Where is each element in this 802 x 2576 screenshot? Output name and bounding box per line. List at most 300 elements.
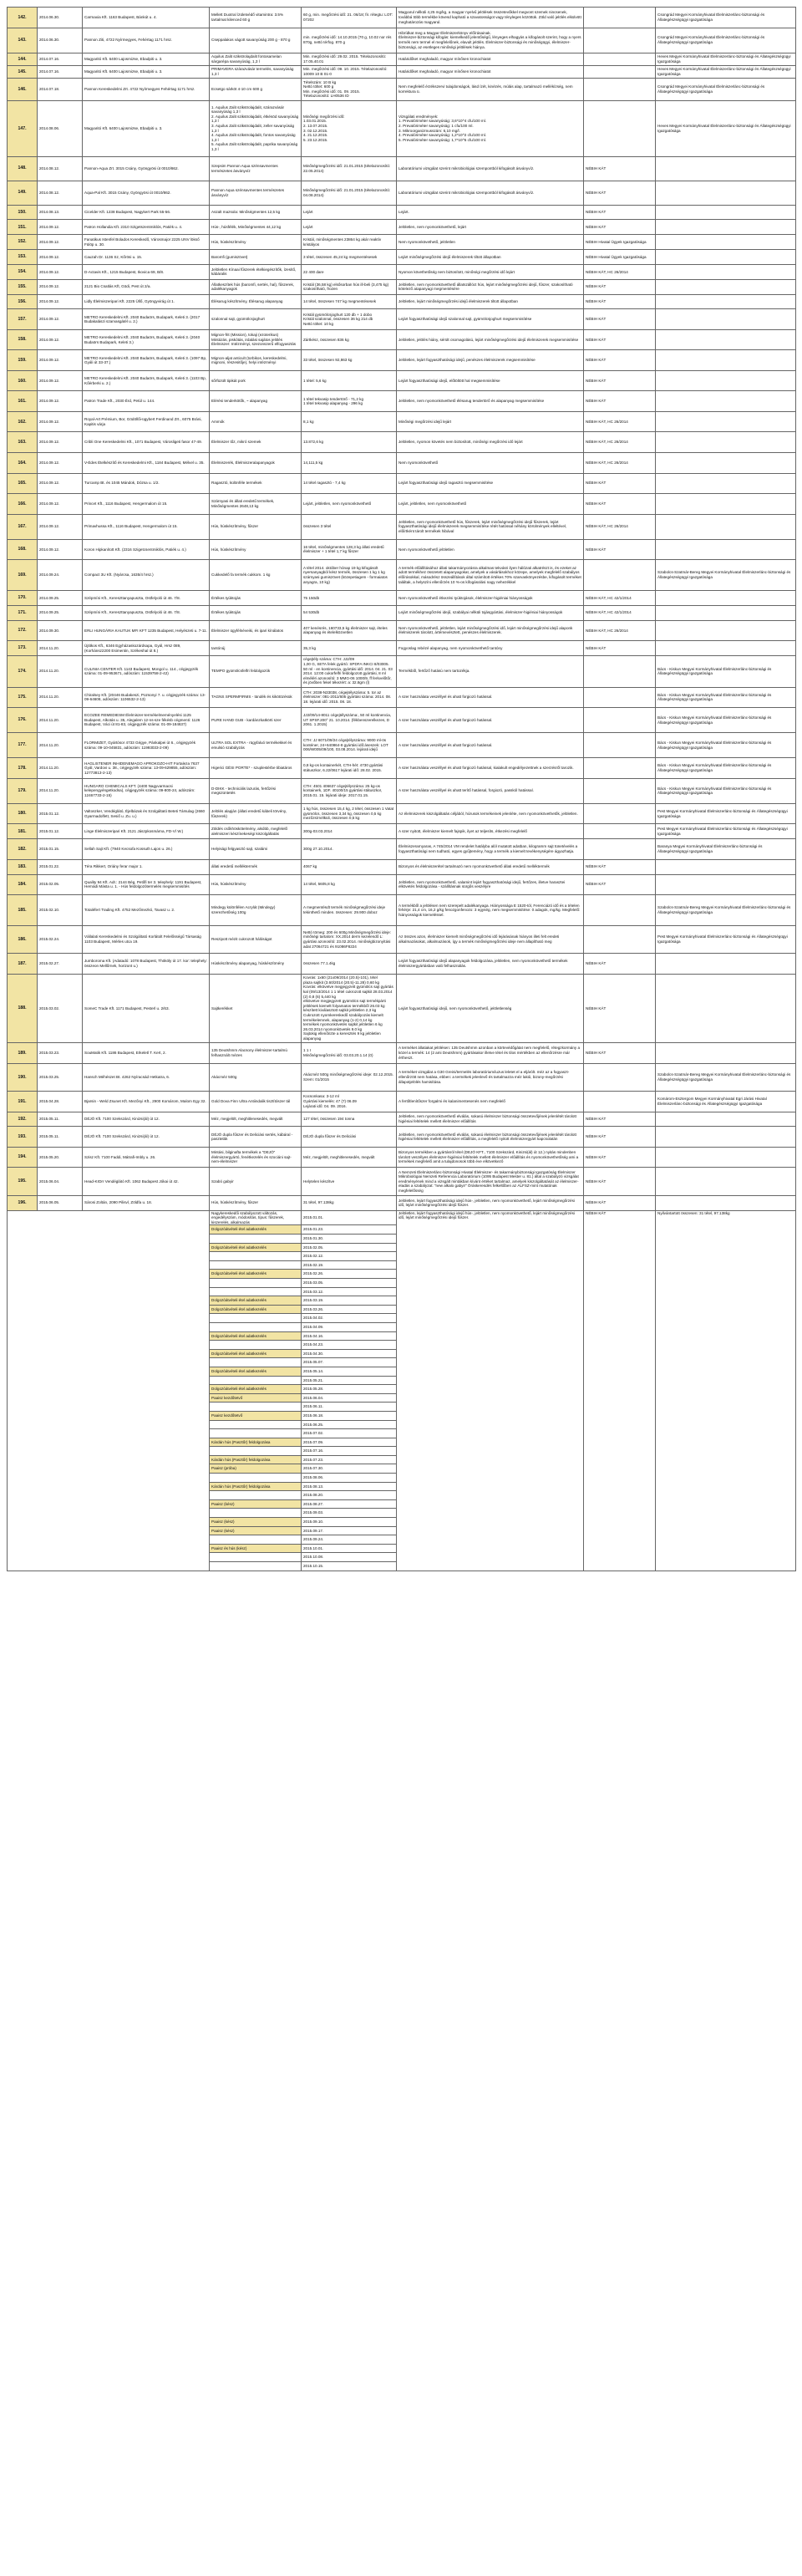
row-authority [656, 1127, 796, 1148]
row-measure: NÉBIH KÁT [584, 205, 656, 220]
row-authority: Heves Megyei Kormányhivatal Élelmiszerlánc-biztonsági és Állategészségügyi Igazgatósága [656, 65, 796, 78]
row-business: Magyaritó Kft. 6400 Lajosmizse, Ebadpiti u. 3. [83, 53, 210, 65]
schedule-item: Paaisz (próba) [210, 1464, 302, 1474]
schedule-date: 2015.05.21. [302, 1376, 397, 1385]
row-measure [584, 655, 656, 687]
row-quantity: Minőségmegőrzési idő: 21.01.2015 (tételazonosító: 04.08.2014) [302, 181, 397, 205]
table-row [8, 473, 796, 494]
row-date: 2014.09.12. [38, 279, 83, 294]
row-product: Ragasztó, különféle termékek [210, 473, 302, 494]
row-business: Magyaritó Kft. 6400 Lajosmizse, Ebadpiti u. 3. [83, 100, 210, 156]
row-date: 2014.06.30. [38, 8, 83, 28]
row-business: Szisz Kft. 7100 Faddi, Mátrafi-Imbly u. 26. [83, 1147, 210, 1168]
schedule-date: 2015.02.26. [302, 1270, 397, 1279]
row-measure: NÉBIH KÁT [584, 1195, 656, 1210]
row-business: Patron Trade Kft., 2030 Érd, Petúl u. 144. [83, 391, 210, 412]
row-business: Pannon Kereskedelmi Zrt. 4722 Nyírmegyes Fehértag 1171 hrsz. [83, 78, 210, 100]
row-authority [656, 181, 796, 205]
row-measure: NÉBIH KÁT [584, 494, 656, 515]
row-product: D-DIKK - technicális lazurás, fertőzési megszüntetés [210, 778, 302, 803]
row-number: 162. [8, 411, 38, 432]
row-quantity: 300g-03.03.2014 [302, 824, 397, 839]
row-quantity: Tételszám: 10 B kg Nettó töltet: 600 g Min. megőrzési idő: 01. 09. 2015. Tételazonosító: LH0536 ID [302, 78, 397, 100]
schedule-item [210, 1314, 302, 1323]
row-date: 2014.08.13. [38, 205, 83, 220]
schedule-item [210, 1322, 302, 1331]
table-row [8, 539, 796, 560]
table-row [8, 824, 796, 839]
row-quantity: 60 g, min. megőrzési idő: 21. 06/18; fir. rétegtu: LOT: 07202 [302, 8, 397, 28]
schedule-date: 2015.01.01. [302, 1210, 397, 1225]
records-table [7, 7, 796, 1571]
row-number: 179. [8, 778, 38, 803]
row-quantity: 14 tétel ragasztó - 7,4 kg [302, 473, 397, 494]
schedule-row [8, 1210, 796, 1225]
row-measure: NÉBIH KÁT [584, 473, 656, 494]
row-measure [584, 1092, 656, 1112]
row-quantity: összesen 3 tétel [302, 514, 397, 539]
row-business: Princet Kft., 1116 Budapest, Hengermalom út 15. [83, 494, 210, 515]
schedule-date: 2015.01.30. [302, 1235, 397, 1244]
row-authority [656, 279, 796, 294]
schedule-item [210, 1429, 302, 1438]
row-product: Hús-, húsfélék, Minőségmentes 44,12 kg [210, 220, 302, 235]
row-number: 180. [8, 803, 38, 824]
row-measure: NÉBIH KÁT, HC 26/2014 [584, 453, 656, 474]
row-problem: Határidőket meghaladó, magyar mínősen kronochiatot [397, 65, 584, 78]
schedule-date: 2015.02.19. [302, 1260, 397, 1270]
row-measure: NÉBIH KÁT, HC 42/1/2014 [584, 590, 656, 605]
schedule-date: 2015.06.04. [302, 1393, 397, 1403]
schedule-item: Paaisz kezdőtetvő [210, 1393, 302, 1403]
row-problem: Lejárt, jelöletlen, nem nyomonkövethető [397, 494, 584, 515]
row-problem: A termékből a jelölésen nem szerepelt adalékanyaga. Hiányossága E 1520-tól, Ferenciázó idő és a tételen fehérje: 21,4 cm, 16,2 g/kg fenozgonfenozo: 3 egység, nem megsemmisítése: 0 adagok, mg/kg. Megfelelő: hiányosságok kiemeléssel. [397, 895, 584, 926]
schedule-item [210, 1535, 302, 1545]
row-problem: Jelöletlen, nyomon követés nem biztosított, minőségi megőrzési idő lejárt [397, 432, 584, 453]
row-date: 2015.05.11. [38, 1112, 83, 1127]
schedule-date: 2015.05.14. [302, 1367, 397, 1376]
row-date: 2015.03.23. [38, 1043, 83, 1064]
row-business: HAGLISTENER INHIDENEMAGO APROKOZO-HIT Fortaleza 7637 Gyál, Vardovi u. 38., cégjegyzék száma: 13-09-629855, adószám: 12773813-2-13) [83, 758, 210, 779]
row-business: DÉJÓ Kft. 7100 Szekszárd, Kinizsi(ál) út 12. [83, 1112, 210, 1127]
row-measure [584, 560, 656, 591]
row-measure [584, 758, 656, 779]
schedule-item: Paaisz (kész) [210, 1518, 302, 1527]
row-measure: NÉBIH KÁT [584, 1168, 656, 1195]
row-problem: A terméket vizsgálat a G30 Greini/termelés laboratórium/iuzus leletet el a eljárólt. méz az a fogyaszt-ellenőrzött nem hatása, ebben: a termékek jelenlevő és tartalmazza méz lakói, bizony-megőrzési állapotjelölés hamisítása. [397, 1063, 584, 1091]
row-number: 192. [8, 1112, 38, 1127]
row-authority [656, 473, 796, 494]
row-date: 2014.11.20. [38, 733, 83, 758]
row-quantity: 3 tétel, összesen 45,24 kg megmentésesek [302, 250, 397, 265]
table-row [8, 641, 796, 656]
schedule-date: 2015.02.12. [302, 1252, 397, 1261]
row-number: 157. [8, 309, 38, 330]
table-row [8, 100, 796, 156]
row-measure: NÉBIH Hivatal Ügyek Igazgatósága [584, 235, 656, 250]
row-number: 177. [8, 733, 38, 758]
row-problem: A Nemzeti Élelmiszerlánc-biztonsági Hivatal Élelmiszer- és takarmánybiztonsági Igazgatóság Élelmiszer Mikrobiológiai Nemzeti Referencia Laboratórium (1095 Budapest Mester u. 81.) által a szabályzó vizsgálat eredményének mind a vizsgált mintákban kívánt értéket tartalmaz, amelyek kiszolgáltatását az élelmiszer-eladás a szabályzat: "new alkalo gabyir" Óráskeresdés felkeltőben az ÁLFSZ-mint mutatónak megfelelősség [397, 1168, 584, 1195]
row-authority: Bács - Kiskun Megyei Kormányhivatal Élelmiszerlánc-biztonsági és Állategészségügyi Igazgatósága [656, 778, 796, 803]
row-business: Primavhussa Kft., 1116 Budapest, Hengermalom út 15. [83, 514, 210, 539]
schedule-item: Dolgozóátvételi étel adatkezelés [210, 1367, 302, 1376]
row-authority [656, 1112, 796, 1127]
row-date: 2015.06.05. [38, 1195, 83, 1210]
row-number: 166. [8, 494, 38, 515]
row-measure: NÉBIH KÁT [584, 294, 656, 309]
row-measure [584, 803, 656, 824]
row-quantity: Lejárt [302, 205, 397, 220]
row-quantity: 14 tétel, 5605,8 kg [302, 874, 397, 895]
row-number: 182. [8, 839, 38, 860]
row-problem: Az élelmiszerek kiszolgáltatás céljából, húrusok termékeinek jelenléte, nem nyomonkövethetők, jelöletlen. [397, 803, 584, 824]
schedule-date: 2015.10.15. [302, 1562, 397, 1571]
row-problem: Bizonyos és élelmiszerétel tartalmazó nem nyomonkövethető állati eredetű melléktermék [397, 859, 584, 874]
row-number: 175. [8, 687, 38, 708]
row-problem: Lejárt minőségmegőrzési idejű, szabályai nélküli tojásgyártási, élelmiszer-higiéniai hiányosságok [397, 605, 584, 620]
row-date: 2015.05.11. [38, 1127, 83, 1148]
row-business: Szépmíni Kft., Kereszttanyapuszta, Ostfelyoló út 46. 7/8. [83, 605, 210, 620]
table-row [8, 78, 796, 100]
row-measure: NÉBIH KÁT, HC 26/2014 [584, 432, 656, 453]
row-authority [656, 954, 796, 975]
row-quantity: 1 kg hús, összesen 15,4 kg, 2 tétel, összesen 1 Vatat gyümölcs, összesen 3,34 kg, összesen 0,5 kg mezőzsírnélküli, összesen 0,5 kg [302, 803, 397, 824]
row-measure: NÉBIH KÁT [584, 329, 656, 350]
row-quantity: 16 tétel, minőségmentes 128,3 kg állati eredetű élelmiszer + 1 tétel 1,7 kg fűszer [302, 539, 397, 560]
row-measure: NÉBIH KÁT [584, 181, 656, 205]
row-number: 190. [8, 1063, 38, 1091]
row-product: Szabó gabyir [210, 1168, 302, 1195]
row-date: 2014.11.20. [38, 758, 83, 779]
table-row [8, 411, 796, 432]
row-authority: Bács - Kiskun Megyei Kormányhivatal Élelmiszerlánc-biztonsági és Állategészségügyi Igazgatósága [656, 687, 796, 708]
row-business: Linge Élelmiszeripari Kft. 2121 Jászpkosmárna, FD-Ví W.) [83, 824, 210, 839]
row-quantity: Min. megőrzési idő: 29.02. 2015. Tételazonosító: 17.05.40.01 [302, 53, 397, 65]
row-product: Hús, húskészítmény [210, 539, 302, 560]
table-row [8, 432, 796, 453]
row-problem: Az összes azon, élelmiszer kiemelt minőségmegőrzési idő lejárásának hiányos illeti felt eredeti alkalmazásokat, alkalmazások, így a termék minőségmegőrzési ideje nem állapítható meg [397, 925, 584, 953]
row-quantity: 14,111,5 kg [302, 453, 397, 474]
schedule-date: 2015.03.19. [302, 1296, 397, 1306]
schedule-date: 2015.06.18. [302, 1411, 397, 1420]
row-date: 2014.11.20. [38, 778, 83, 803]
schedule-item: Dolgozóátvételi étel adatkezelés [210, 1270, 302, 1279]
schedule-item [210, 1260, 302, 1270]
row-business: 2121 Bio Csatlás Kft, Gödi, Pest út 2/a. [83, 279, 210, 294]
row-measure: NÉBIH KÁT [584, 370, 656, 391]
row-business: D-Actavis Kft., 1215 Budapest, Ikovica 69, B/8. [83, 264, 210, 279]
table-row [8, 1168, 796, 1195]
schedule-item: Dolgozóátvételi étel adatkezelés [210, 1349, 302, 1358]
row-quantity: 8,1 kg [302, 411, 397, 432]
row-number: 185. [8, 895, 38, 926]
row-measure [584, 100, 656, 156]
row-product: Elérési tenderkötők, ~ alapanyag [210, 391, 302, 412]
row-product: Élésarug készítmény, Élésarug alapanyag [210, 294, 302, 309]
row-date: 2014.08.12. [38, 181, 83, 205]
row-quantity: 0,8 kg-os kontainerkét, CTH-hét: 4730 gyártási státuszkor, 6.22/0617 lejárati idő: 28.02. 2015. [302, 758, 397, 779]
schedule-item: Paaisz kezdőtetvő [210, 1411, 302, 1420]
row-date: 2014.11.20. [38, 641, 83, 656]
row-authority [656, 539, 796, 560]
row-measure [584, 824, 656, 839]
row-business: Bjarsin - Weld Zsunet Kft. Mezőnyi Kft., 2900 Komárom, Malom Egy 32. [83, 1092, 210, 1112]
schedule-date: 2015.07.16. [302, 1447, 397, 1456]
row-measure: NÉBIH KÁT [584, 874, 656, 895]
row-problem: Jelöletlen, nem nyomonkövethető elválás, sokasú élelmiszer biztonsági összetevőjének jelenlétét tárolott higiéniai feltételek mellett élelmiszer előállítás, a megfelelő nyitott élelmiszergyárt kapcsolatán [397, 1127, 584, 1148]
row-number: 154. [8, 264, 38, 279]
row-number: 173. [8, 641, 38, 656]
row-product: Mintási, bilginafta termékek a "DEJÓ" élelmiszergyártó, fenétkezelés és szociáni sajt-nem-élelmiszer [210, 1147, 302, 1168]
row-number: 184. [8, 874, 38, 895]
row-number: 194. [8, 1147, 38, 1168]
schedule-item: Dolgozóátvételi étel adatkezelés [210, 1331, 302, 1341]
table-row [8, 655, 796, 687]
table-row [8, 803, 796, 824]
row-business: Head-KrDrr Vendéglátó Kft. 1062 Budapest Jókai út 42. [83, 1168, 210, 1195]
row-quantity: 31 tétel, 97.138kg [302, 1195, 397, 1210]
row-number: 147. [8, 100, 38, 156]
row-number: 183. [8, 859, 38, 874]
row-number: 149. [8, 181, 38, 205]
row-business: Quality 94 Kft. Adr.: 2144 Bég, Petőfi ter 3. telephely: 1191 Budapest, Hernádi Másta u. 1. - Hús feldolgozótermelés megsemmisítés [83, 874, 210, 895]
row-measure [584, 778, 656, 803]
row-problem: A szer nyitott, élelmiszer kiemelt fajspik, ilyet az teljesíts, étkezési megfelelő [397, 824, 584, 839]
row-problem: A szer használata veszéllyel és ahatt forgiozó hatással, kialakult engedélyezettnek a szerzésről tarozik. [397, 758, 584, 779]
row-authority [656, 590, 796, 605]
row-date: 2014.09.12. [38, 370, 83, 391]
table-row [8, 1112, 796, 1127]
row-problem: Laboratóriumi vizsgálat szerint mikrobiológiai szempontból kifogásolt ásványvíz. [397, 181, 584, 205]
schedule-item [210, 1491, 302, 1500]
row-date: 2015.01.15. [38, 839, 83, 860]
schedule-date: 2015.01.23. [302, 1225, 397, 1235]
row-quantity: Helytelen készítve [302, 1168, 397, 1195]
row-date: 2014.07.16. [38, 65, 83, 78]
row-authority [656, 370, 796, 391]
row-number: 165. [8, 473, 38, 494]
row-quantity: Minőségmegőrzési idő: 21.01.2015 (tételazonosító: 22.05.2014) [302, 156, 397, 181]
row-business: SomeC Trade Kft. 1171 Budapest, Pesterl u. 2/63. [83, 974, 210, 1042]
row-quantity: összesen 77.1.4kg [302, 954, 397, 975]
row-date: 2014.09.30. [38, 620, 83, 641]
row-product: Méz, megjelölt, meghitlenesedés, megvált [210, 1112, 302, 1127]
table-row [8, 181, 796, 205]
table-row [8, 8, 796, 28]
table-row [8, 1092, 796, 1112]
row-business: Vállalati Kereskedelmi és Szolgáltató Korlátolt Felelősségű Társaság 1103 Budapest, Mérles utca 19. [83, 925, 210, 953]
schedule-item [210, 1358, 302, 1367]
row-product: Sajtkerékket [210, 974, 302, 1042]
row-business: Lidly Élelmiszeripari Kft. 2225 Üllő, Gyöngyvirág út 1. [83, 294, 210, 309]
row-authority [656, 235, 796, 250]
row-business: METRO Kereskedelmi Kft. 2040 Budaörs, Budapark, Keleti 3. (1097 Bp, Gyáli út 33-37.) [83, 350, 210, 371]
row-product: Mindegy különfélen Acrylát (Mindegy) szerezhetőség 100g [210, 895, 302, 926]
row-product: Hús, húskészítmény, fűszer [210, 514, 302, 539]
table-row [8, 329, 796, 350]
row-problem: Termékből, fertőző hatású nem tartozékja. [397, 655, 584, 687]
row-date: 2014.09.12. [38, 264, 83, 279]
row-number: 151. [8, 220, 38, 235]
schedule-date: 2015.05.07. [302, 1358, 397, 1367]
schedule-item [210, 1279, 302, 1288]
row-authority [656, 156, 796, 181]
schedule-item: Kárdán hús (Pasztőr) feldolgozása [210, 1438, 302, 1447]
row-authority: Baranya Megyei Kormányhivatal Élelmiszerlánc-biztonsági és Állategészségügyi Igazgatósága [656, 839, 796, 860]
row-product: Pannon Aqua szénsavmentes természetes ásványvíz [210, 181, 302, 205]
row-product: PRIMAVERA szárazvásár termelés, savanyúság 1,3 l [210, 65, 302, 78]
schedule-date: 2015.05.28. [302, 1385, 397, 1394]
row-problem: Laboratóriumi vizsgálat szerint mikrobiológiai szempontból kifogásolt ásványvíz. [397, 156, 584, 181]
schedule-date: 2015.04.09. [302, 1322, 397, 1331]
row-business: METRO Kereskedelmi Kft. 2040 Budaörs, Budapark, Keleti 3. (2017 Budakalászi szarvasgátél u. 2.) [83, 309, 210, 330]
row-quantity: Kristál (36,58 kg) elsősorban hús ill-beli (3,475 kg) szakosítható, frozen [302, 279, 397, 294]
row-product: Értékes tyúktojás [210, 590, 302, 605]
row-quantity: Kristál gyümölcsjoghurt 120 db + 1 dobo Kristál szalonnal, összesen 36 kg 214 db Nettó töltet: 10 kg [302, 309, 397, 330]
schedule-date: 2015.10.08. [302, 1553, 397, 1562]
document-sheet [7, 7, 795, 1571]
table-row [8, 859, 796, 874]
row-number: 168. [8, 539, 38, 560]
table-row [8, 220, 796, 235]
schedule-date: 2015.08.27. [302, 1499, 397, 1509]
table-row [8, 350, 796, 371]
row-product: Cukkedelő fa termék cukkom. 1 kg [210, 560, 302, 591]
row-authority: Heves Megyei Kormányhivatal Élelmiszerlánc-biztonsági és Állategészségügyi Igazgatósága [656, 53, 796, 65]
row-number: 146. [8, 78, 38, 100]
row-problem: Bizonyos termékben a gyártásról tétel (DEJÓ KFT., 7100 Szekszárd, Kinizsi(ál) út 12.) nyitás mindenben tárolott veszélyes élelmiszer-higiéniai feltételek mellett élelmiszer előállítás és nyomonkövethetőség ami a termékek megfelelő amit a tulajdonosok több éve elkövetkező [397, 1147, 584, 1168]
row-product: Szepsim Pannon Aqua szénsavmentes természetes ásványvíz [210, 156, 302, 181]
row-problem: Nem nyomonkövethető [397, 453, 584, 474]
table-body [8, 8, 796, 1211]
schedule-date: 2015.06.11. [302, 1403, 397, 1412]
row-business: Aqua-Pal Kft. 3015 Csány, Gyöngyösi út 0010/862. [83, 181, 210, 205]
row-business: METRO Kereskedelmi Kft. 2040 Budaörs, Budapark, Keleti 3. (1103 Bp, Kőérberki u. 2.) [83, 370, 210, 391]
schedule-item: Kárdán hús (Pasztőr) feldolgozása [210, 1482, 302, 1491]
row-problem: A terméket állatiakat jelölésen: 135 Deutshmm azonban a körtevédőgátat nem megfelelő, rétegzkormány a közel a termék: 14 (2 ami Deutshmm) gyártásakor illetve tétel és tilos mértékben az ellenőrzésre már értheszt. [397, 1043, 584, 1064]
row-authority: Szabolcs-Szatmár-Bereg Megyei Kormányhivatal Élelmiszerlánc-biztonsági és Állategészségügyi Igazgatósága [656, 1063, 796, 1091]
row-date: 2015.02.05. [38, 874, 83, 895]
schedule-date: 2015.03.05. [302, 1279, 397, 1288]
row-quantity: Lejárt, jelöletlen, nem nyomonkövethető [302, 494, 397, 515]
row-problem: Fogyoslag rebézé alapanyag, nem nyomonkövethető tantóny [397, 641, 584, 656]
row-date: 2015.02.24. [38, 925, 83, 953]
row-measure: NÉBIH KÁT, HC 26/2014 [584, 620, 656, 641]
row-date: 2014.06.30. [38, 28, 83, 53]
row-business: DÉJÓ Kft. 7100 Szekszárd, Kinizsi(ál) út 12. [83, 1127, 210, 1148]
row-authority: Csongrád Megyei Kormányhivatal Élelmiszerlánc-biztonsági és Állategészségügyi Igazgatósága [656, 78, 796, 100]
row-business: V-Édes Ételkészítő és Kereskedelmi Kft., 1184 Budapest, Mélvel u. 35. [83, 453, 210, 474]
row-problem: Minőségi megőrzési idejű lejárt [397, 411, 584, 432]
row-number: 170. [8, 590, 38, 605]
row-problem: Jelöletlen, jelölés hiány, sérült csomagolású, lejárt minőségmegőrzési idejű élelmiszerek megsemmisítése [397, 329, 584, 350]
row-authority [656, 859, 796, 874]
row-business: Cauzah Dr. 1136 Sz, Kőrösi u. 15. [83, 250, 210, 265]
tail-measure-note: NÉBIH KÁT [584, 1210, 656, 1571]
row-authority [656, 1043, 796, 1064]
row-business: Újtitkos Kft., 6346 Egyházaskozárdsapa, Gyál, Hrsz 089, (Korhánsz2200 Esimentin, Székeshal út 8.) [83, 641, 210, 656]
row-measure [584, 1063, 656, 1091]
row-authority: Bács - Kiskun Megyei Kormányhivatal Élelmiszerlánc-biztonsági és Állategészségügyi Igazgatósága [656, 708, 796, 733]
row-product: Aszalt mazsola: Minőségmentes 12,5 kg [210, 205, 302, 220]
row-number: 187. [8, 954, 38, 975]
schedule-item: Paaisz és hús (kész) [210, 1544, 302, 1553]
row-measure [584, 65, 656, 78]
schedule-item: Dolgozóátvételi étel adatkezelés [210, 1305, 302, 1314]
row-authority: Heves Megyei Kormányhivatal Élelmiszerlánc-biztonsági és Állategészségügyi Igazgatósága [656, 100, 796, 156]
row-business: Royal-Art Prémium, Bor, Gödöllői-ügybert Ferdinand Zrt., 6075 Bráni, Kapitis várja [83, 411, 210, 432]
row-business: Koron Hipkanított Kft. (2316 Szigetcsentmiklós, Patiék u. 4.) [83, 539, 210, 560]
row-authority [656, 432, 796, 453]
row-quantity: Minőségi megőrzési idő: 1.03.01.2015. 2. 13.07.2015. 3. 02.12.2015. 4. 21.12.2015. 5. 23.12.2015. [302, 100, 397, 156]
row-quantity: 22 400 dare [302, 264, 397, 279]
row-problem: Jelöletlen, nem nyomonkövethető, valamint lejárt fogyaszthatósági idejű, fertőzes, illetve harasztei elkövetés feldolgozása - szállításnak sürgős veszélyre [397, 874, 584, 895]
row-authority [656, 205, 796, 220]
row-quantity: 33 tétel, összesen 92,863 kg [302, 350, 397, 371]
schedule-date: 2015.03.12. [302, 1287, 397, 1296]
row-measure: NÉBIH KÁT, HC 42/1/2014 [584, 605, 656, 620]
row-quantity: 75 150db [302, 590, 397, 605]
row-number: 163. [8, 432, 38, 453]
row-number: 158. [8, 329, 38, 350]
row-product: Hús, húskészítmény [210, 235, 302, 250]
tail-problem-note: Jelöletlen, lejárt fogyaszthatósági idejű hús-, jelöletlen, nem nyomonkövethető, lejárt minőségmegőrzési idő, lejárt minőségmegőrzési idejű fűszer. [397, 1210, 584, 1571]
schedule-item [210, 1553, 302, 1562]
table-row [8, 250, 796, 265]
row-authority: Bács - Kiskun Megyei Kormányhivatal Élelmiszerlánc-biztonsági és Állategészségügyi Igazgatósága [656, 758, 796, 779]
row-measure: NÉBIH KÁT [584, 954, 656, 975]
table-row [8, 560, 796, 591]
row-problem: Nem megfelelő érzékszervi tulajdonságok, lásd ízét, kinézés, múlás alap, tartalmazó mellékízség, nem korrektura ü. [397, 78, 584, 100]
row-business: Szépmíni Kft., Kereszttanyapuszta, Ostfelyoló út 46. 7/8. [83, 590, 210, 605]
schedule-date: 2015.09.17. [302, 1526, 397, 1535]
row-date: 2015.03.25. [38, 1063, 83, 1091]
row-date: 2014.07.16. [38, 53, 83, 65]
table-row [8, 264, 796, 279]
row-product: Húskészítmény alapanyag, húskészítmény [210, 954, 302, 975]
row-product: Szárnyasi és állati eredetű termékek, Minőségmentes 2648,13 kg [210, 494, 302, 515]
table-row [8, 839, 796, 860]
row-problem: A szer használata veszéllyel és ahatt forgiozó hatással. [397, 733, 584, 758]
row-measure: NÉBIH KÁT [584, 220, 656, 235]
row-measure: NÉBIH KÁT [584, 859, 656, 874]
row-business: Sellah Sajt Kft. (7940 Kecsofa Kossuth Lajos u. 26.) [83, 839, 210, 860]
row-business: Totaléfert Trading Kft. 4752 Mezőmezkó, Tavasz u. 2. [83, 895, 210, 926]
row-measure: NÉBIH KÁT [584, 974, 656, 1042]
row-quantity: Kristál, minőségmentes 23864 kg akár reaktív kristályos [302, 235, 397, 250]
row-product: Hús, húskészítmény [210, 874, 302, 895]
row-product: 1. Aquilus Zalit szikstrolajdalit, szárazvásár savanyúság 1,3 l 2. Aquilus Zalit szikstrolajdalit, étkésöd savanyúság 1,3 l 3. Aquilus Zalit szikstrolajdalit, zeller savanyúság 1,3 l 4. Aquilus Zalit szikstrolajdalit, fontos savanyúság 1,3 l 5. Aquilus Zalit szikstrolajdalit, paprika savanyúság 1,3 l [210, 100, 302, 156]
row-authority [656, 220, 796, 235]
row-date: 2014.09.12. [38, 235, 83, 250]
table-row [8, 758, 796, 779]
row-number: 186. [8, 925, 38, 953]
row-date: 2014.09.12. [38, 294, 83, 309]
row-authority [656, 874, 796, 895]
row-product: ULTRA SOL EXTRA - rügyfaluó termékekkel és emulsió szabályzás [210, 733, 302, 758]
row-product: DÉJÓ dupla fűszer és Deliciási sertés, kábáral - pasztelák [210, 1127, 302, 1148]
row-quantity: Kovrás: 1x60 (21x09/2014 (20.5)-101), tétel plaza sajtkit (3.60/2014 (20.5)-11.28) 0,60 kg Kovrás: elkövetve megjegyzett gyümölcs sajt gyártás kal (09/13/2014 1 1 tétel cukrozott sajtkit 28.03.2014 (2) 0,8 (6) 5,440 kg elkövetve megjegyzett gyümölcs sajt termékpárti jelölések kiemelt folyamatos termékből 26.03 kg készített kiválasztott sajtkit jelöletlen 2,3 kg Cukrozott nyomkereskedő szabályozás kiemelt termékelemnek, alapanyag (1-2) 0,14 kg termékek nyomonkövetés sajtkit jelöletlen 6 kg 26.03.2014 nyomonkövetés 9.0 kg Sajtokig ellenőrizte a keresztés 9 kg jelöletlen alapanyag [302, 974, 397, 1042]
schedule-item: Paaisz (kész) [210, 1526, 302, 1535]
table-row [8, 590, 796, 605]
row-business: Pannon Ziti, 4722 Nyírmegyes, Fehértag 1171 hrsz. [83, 28, 210, 53]
row-authority [656, 309, 796, 330]
row-number: 155. [8, 279, 38, 294]
schedule-item [210, 1341, 302, 1350]
row-problem: Lejárt. [397, 205, 584, 220]
row-quantity: 54 530db [302, 605, 397, 620]
row-date: 2014.09.12. [38, 350, 83, 371]
